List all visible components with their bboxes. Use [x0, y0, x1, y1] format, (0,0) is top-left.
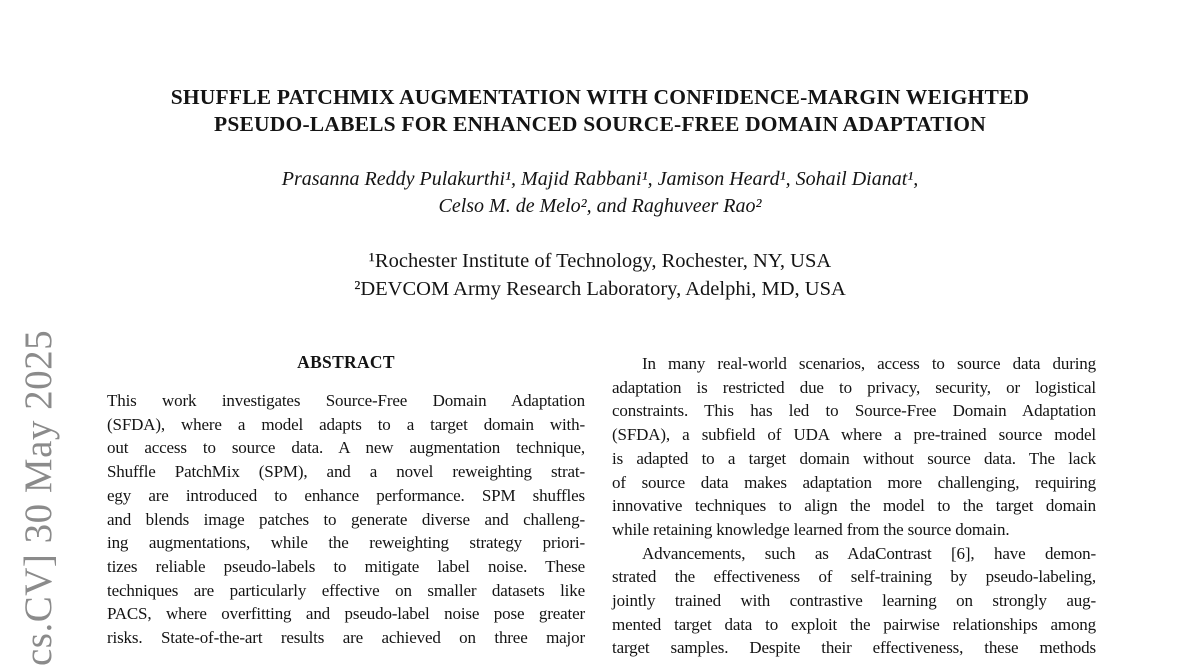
abstract-line: techniques are particularly effective on smaller datasets like	[107, 580, 585, 600]
abstract-line: risks. State-of-the-art results are achieved on three major	[107, 628, 585, 648]
intro-line: In many real-world scenarios, access to source data during	[642, 354, 1096, 373]
intro-line: Advancements, such as AdaContrast [6], have demon-	[642, 543, 1096, 563]
authors-line-1: Prasanna Reddy Pulakurthi¹, Majid Rabbani¹, Jamison Heard¹, Sohail Dianat¹,	[281, 168, 919, 190]
abstract-heading: ABSTRACT	[297, 352, 395, 372]
intro-line: jointly trained with contrastive learning on strongly aug-	[612, 591, 1096, 611]
paper-title-line-2: PSEUDO-LABELS FOR ENHANCED SOURCE-FREE DOMAIN ADAPTATION	[214, 112, 986, 136]
affiliations-block	[0, 247, 1200, 303]
intro-line: mented target data to exploit the pairwise relationships among	[612, 614, 1096, 634]
arxiv-sidebar-watermark: cs.CV] 30 May 2025	[17, 329, 60, 666]
right-column	[612, 352, 1096, 660]
abstract-line: egy are introduced to enhance performance. SPM shuffles	[107, 485, 585, 505]
intro-line: strated the effectiveness of self-training by pseudo-labeling,	[612, 567, 1096, 587]
intro-line: target samples. Despite their effectiveness, these methods	[612, 638, 1096, 658]
abstract-line: PACS, where overfitting and pseudo-label noise pose greater	[107, 604, 585, 624]
authors-line-2: Celso M. de Melo², and Raghuveer Rao²	[438, 195, 762, 217]
left-column	[107, 352, 585, 650]
intro-line: constraints. This has led to Source-Free Domain Adaptation	[612, 401, 1096, 421]
intro-line: adaptation is restricted due to privacy, security, or logistical	[612, 377, 1096, 397]
abstract-line: ing augmentations, while the reweighting strategy priori-	[107, 533, 585, 553]
intro-paragraph-2	[612, 542, 1096, 661]
abstract-line: out access to source data. A new augmentation technique,	[107, 438, 585, 458]
abstract-line: tizes reliable pseudo-labels to mitigate label noise. These	[107, 556, 585, 576]
paper-title-line-1: SHUFFLE PATCHMIX AUGMENTATION WITH CONFIDENCE-MARGIN WEIGHTED	[170, 85, 1030, 109]
affiliation-line-1: ¹Rochester Institute of Technology, Rochester, NY, USA	[368, 250, 832, 272]
intro-line: of source data makes adaptation more challenging, requiring	[612, 472, 1096, 492]
intro-line: (SFDA), a subfield of UDA where a pre-trained source model	[612, 425, 1096, 445]
abstract-line: and blends image patches to generate diverse and challeng-	[107, 509, 585, 529]
paper-title	[0, 84, 1200, 138]
intro-line: while retaining knowledge learned from the source domain.	[612, 519, 1010, 539]
affiliation-line-2: ²DEVCOM Army Research Laboratory, Adelphi, MD, USA	[354, 278, 846, 300]
intro-paragraph-1	[612, 352, 1096, 542]
abstract-line: This work investigates Source-Free Domain Adaptation	[107, 391, 585, 410]
intro-line: innovative techniques to align the model to the target domain	[612, 496, 1096, 516]
abstract-line: (SFDA), where a model adapts to a target domain with-	[107, 414, 585, 434]
abstract-paragraph	[107, 389, 585, 650]
abstract-line: Shuffle PatchMix (SPM), and a novel reweighting strat-	[107, 462, 585, 482]
authors-block	[0, 166, 1200, 220]
intro-line: is adapted to a target domain without source data. The lack	[612, 448, 1096, 468]
